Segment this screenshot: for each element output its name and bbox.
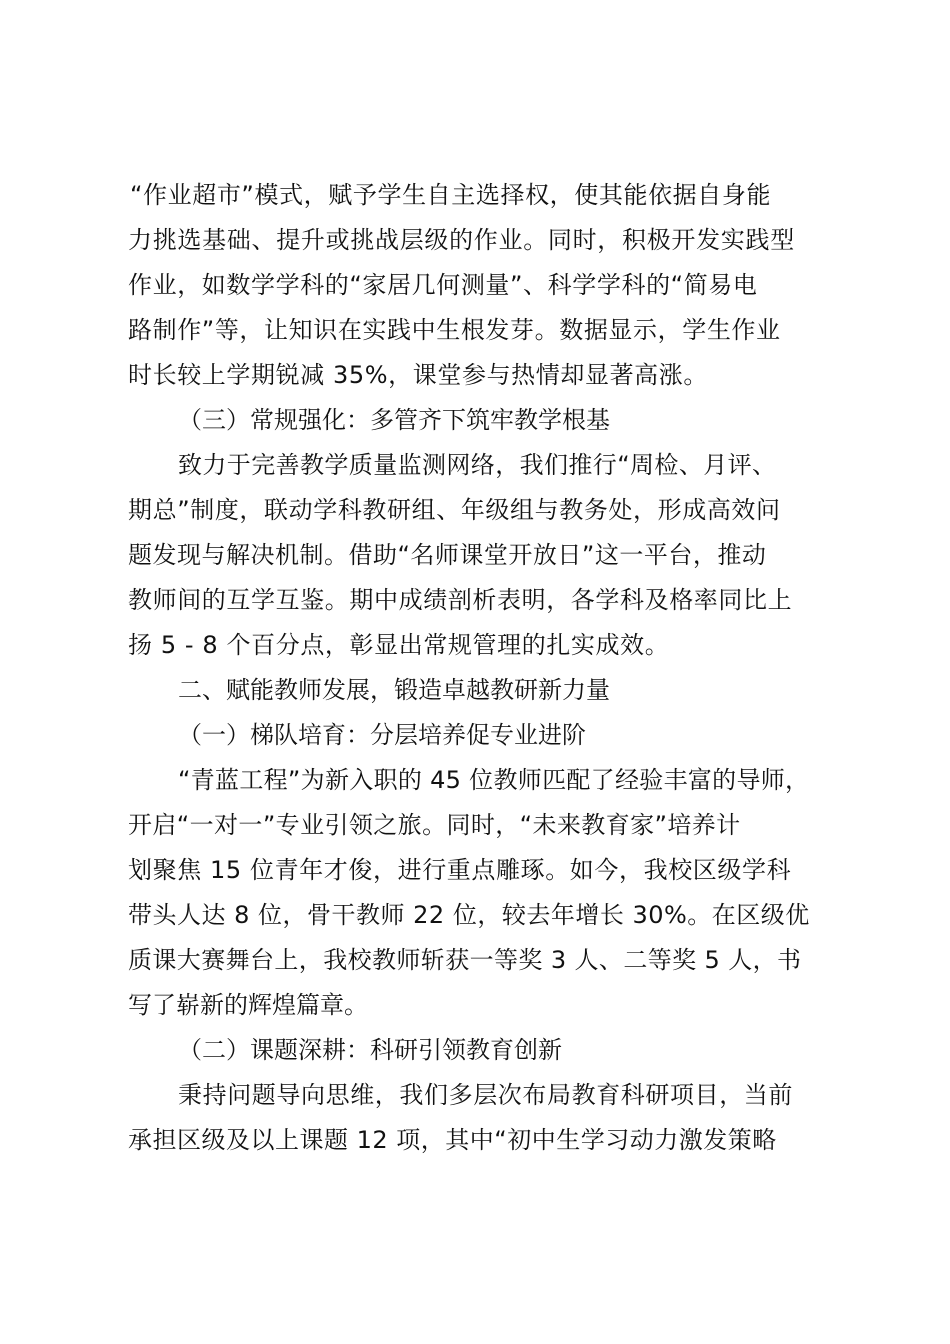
subsection-heading: （二）课题深耕：科研引领教育创新	[178, 1036, 562, 1064]
body-text-line: 带头人达 8 位，骨干教师 22 位，较去年增长 30%。在区级优	[128, 901, 810, 929]
body-text-line: 时长较上学期锐减 35%，课堂参与热情却显著高涨。	[128, 361, 708, 389]
body-text-line: 期总”制度，联动学科教研组、年级组与教务处，形成高效问	[128, 496, 781, 524]
body-text-line: 力挑选基础、提升或挑战层级的作业。同时，积极开发实践型	[128, 226, 795, 254]
subsection-heading: （三）常规强化：多管齐下筑牢教学根基	[178, 406, 610, 434]
body-text-line: 题发现与解决机制。借助“名师课堂开放日”这一平台，推动	[128, 541, 767, 569]
body-text-line: 质课大赛舞台上，我校教师斩获一等奖 3 人、二等奖 5 人，书	[128, 946, 802, 974]
body-text-line: 承担区级及以上课题 12 项，其中“初中生学习动力激发策略	[128, 1126, 777, 1154]
body-text-line: 路制作”等，让知识在实践中生根发芽。数据显示，学生作业	[128, 316, 781, 344]
body-text-line: 写了崭新的辉煌篇章。	[128, 991, 368, 1019]
body-text-line: “青蓝工程”为新入职的 45 位教师匹配了经验丰富的导师，	[178, 766, 810, 794]
body-text-line: “作业超市”模式，赋予学生自主选择权，使其能依据自身能	[130, 181, 772, 209]
section-heading: 二、赋能教师发展，锻造卓越教研新力量	[178, 676, 610, 704]
body-text-line: 致力于完善教学质量监测网络，我们推行“周检、月评、	[178, 451, 777, 479]
body-text-line: 秉持问题导向思维，我们多层次布局教育科研项目，当前	[178, 1081, 793, 1109]
body-text-line: 教师间的互学互鉴。期中成绩剖析表明，各学科及格率同比上	[128, 586, 793, 614]
body-text-line: 扬 5 - 8 个百分点，彰显出常规管理的扎实成效。	[128, 631, 670, 659]
body-text-line: 开启“一对一”专业引领之旅。同时，“未来教育家”培养计	[128, 811, 741, 839]
body-text-line: 划聚焦 15 位青年才俊，进行重点雕琢。如今，我校区级学科	[128, 856, 792, 884]
subsection-heading: （一）梯队培育：分层培养促专业进阶	[178, 721, 586, 749]
body-text-line: 作业，如数学学科的“家居几何测量”、科学学科的“简易电	[128, 271, 758, 299]
